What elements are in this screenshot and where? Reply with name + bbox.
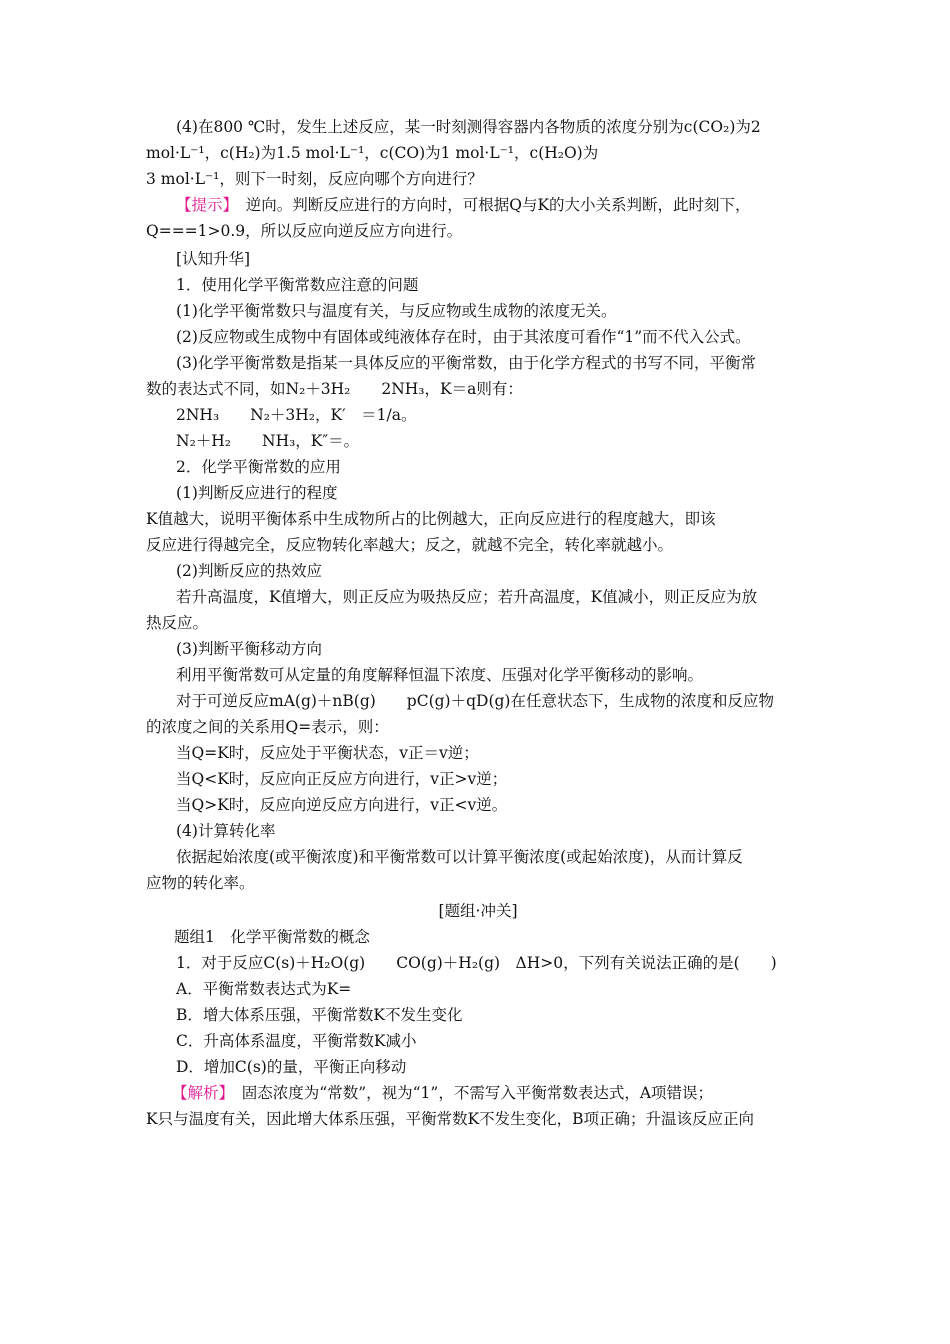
section-1-title: 1．使用化学平衡常数应注意的问题: [176, 276, 419, 294]
explanation-line-2: K只与温度有关，因此增大体系压强，平衡常数K不发生变化，B项正确；升温该反应正向: [146, 1110, 755, 1128]
section-2-item-3d: 当Q=K时，反应处于平衡状态，v正＝v逆；: [176, 744, 479, 762]
explanation-line-1: [172, 1082, 713, 1104]
hint-line-1: [176, 194, 751, 216]
q4-line-3: 3 mol·L⁻¹，则下一时刻，反应向哪个方向进行？: [146, 170, 483, 188]
section-2-item-4: (4)计算转化率: [176, 822, 276, 840]
section-2-item-3e: 当Q<K时，反应向正反应方向进行，v正>v逆；: [176, 770, 508, 788]
hint-tag: 【提示】: [176, 196, 231, 214]
section-2-item-2: (2)判断反应的热效应: [176, 562, 322, 580]
section-2-title: 2．化学平衡常数的应用: [176, 458, 341, 476]
section-1-item-3d: N₂＋H₂ NH₃，K″＝。: [176, 432, 360, 450]
section-2-item-3c: 的浓度之间的关系用Q=表示，则：: [146, 718, 389, 736]
section-1-item-1: (1)化学平衡常数只与温度有关，与反应物或生成物的浓度无关。: [176, 302, 617, 320]
group-header: [题组·冲关]: [438, 902, 518, 920]
section-1-item-3c: 2NH₃ N₂＋3H₂，K′ ＝1/a。: [176, 406, 417, 424]
section-2-item-2a: 若升高温度，K值增大，则正反应为吸热反应；若升高温度，K值减小，则正反应为放: [176, 588, 758, 606]
option-d: D．增加C(s)的量，平衡正向移动: [176, 1058, 407, 1076]
option-b: B．增大体系压强，平衡常数K不发生变化: [176, 1006, 463, 1024]
section-1-item-2: (2)反应物或生成物中有固体或纯液体存在时，由于其浓度可看作“1”而不代入公式。: [176, 328, 751, 346]
section-2-item-3a: 利用平衡常数可从定量的角度解释恒温下浓度、压强对化学平衡移动的影响。: [176, 666, 704, 684]
upgrade-header: [认知升华]: [176, 250, 251, 268]
section-2-item-1: (1)判断反应进行的程度: [176, 484, 338, 502]
section-1-item-3b: 数的表达式不同，如N₂＋3H₂ 2NH₃，K＝a则有：: [146, 380, 523, 398]
option-a: A．平衡常数表达式为K=: [176, 980, 352, 998]
section-1-item-3a: (3)化学平衡常数是指某一具体反应的平衡常数，由于化学方程式的书写不同，平衡常: [176, 354, 756, 372]
q4-line-1: (4)在800 ℃时，发生上述反应，某一时刻测得容器内各物质的浓度分别为c(CO₂)为2: [176, 118, 761, 136]
question-1: 1．对于反应C(s)＋H₂O(g) CO(g)＋H₂(g) ΔH>0，下列有关说法正确的是( ): [176, 954, 777, 972]
section-2-item-3f: 当Q>K时，反应向逆反应方向进行，v正<v逆。: [176, 796, 508, 814]
group-title: 题组1 化学平衡常数的概念: [174, 928, 370, 946]
section-2-item-4b: 应物的转化率。: [146, 874, 255, 892]
option-c: C．升高体系温度，平衡常数K减小: [176, 1032, 417, 1050]
hint-text: 逆向。判断反应进行的方向时，可根据Q与K的大小关系判断，此时刻下，: [230, 196, 751, 214]
section-2-item-4a: 依据起始浓度(或平衡浓度)和平衡常数可以计算平衡浓度(或起始浓度)，从而计算反: [176, 848, 743, 866]
hint-line-2: Q===1>0.9，所以反应向逆反应方向进行。: [146, 222, 463, 240]
section-2-item-2b: 热反应。: [146, 614, 209, 632]
q4-line-2: mol·L⁻¹，c(H₂)为1.5 mol·L⁻¹，c(CO)为1 mol·L⁻¹，c(H₂O)为: [146, 144, 599, 162]
explanation-text: 固态浓度为“常数”，视为“1”，不需写入平衡常数表达式，A项错误；: [226, 1084, 714, 1102]
section-2-item-3: (3)判断平衡移动方向: [176, 640, 322, 658]
section-2-item-1a: K值越大，说明平衡体系中生成物所占的比例越大，正向反应进行的程度越大，即该: [146, 510, 716, 528]
section-2-item-3b: 对于可逆反应mA(g)＋nB(g) pC(g)＋qD(g)在任意状态下，生成物的浓度和反应物: [176, 692, 774, 710]
section-2-item-1b: 反应进行得越完全，反应物转化率越大；反之，就越不完全，转化率就越小。: [146, 536, 674, 554]
explanation-tag: 【解析】: [172, 1084, 227, 1102]
